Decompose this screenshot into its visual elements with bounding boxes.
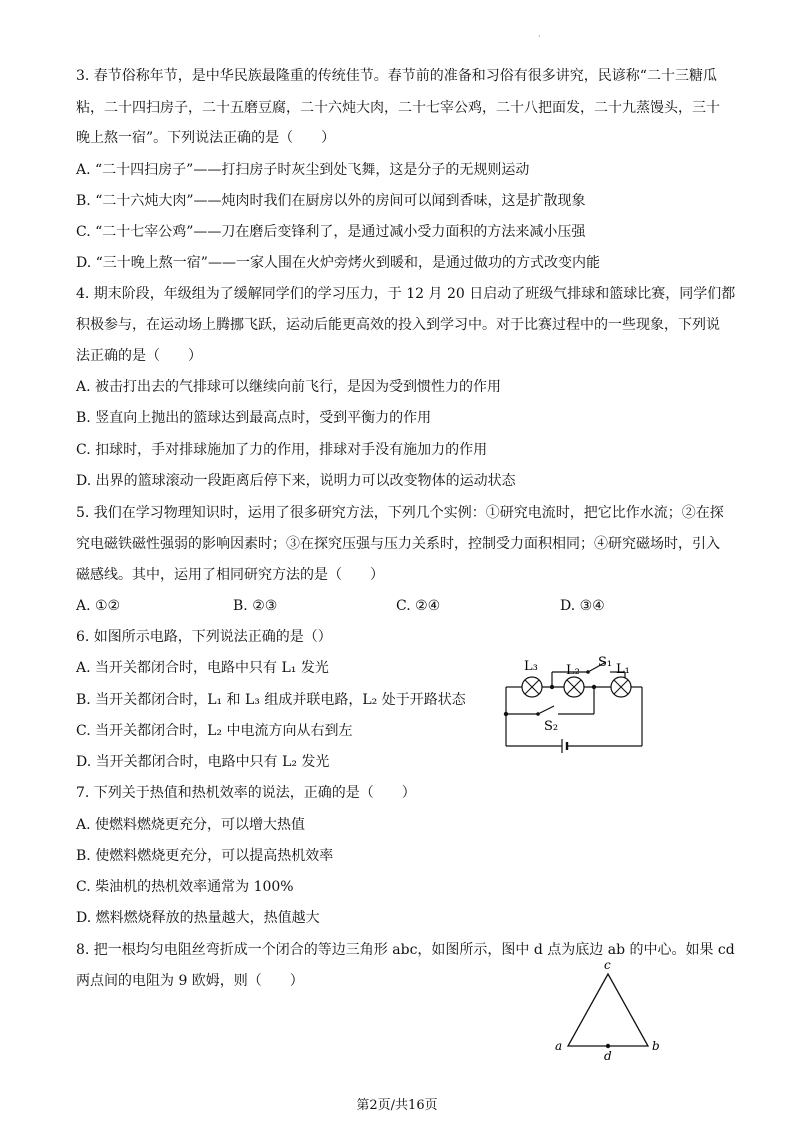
q7-option-a: A. 使燃料燃烧更充分，可以增大热值	[76, 817, 306, 833]
junction-dot	[504, 712, 508, 716]
point-d-dot	[606, 1044, 610, 1048]
q5-option-c: C. ②④	[396, 598, 441, 614]
q6-stem: 6. 如图所示电路，下列说法正确的是（）	[76, 629, 332, 645]
q4-stem-line-3: 法正确的是（ ）	[76, 348, 202, 364]
q3-stem-line-1: 3. 春节俗称年节，是中华民族最隆重的传统佳节。春节前的准备和习俗有很多讲究，民谚称“二十三糖瓜	[76, 68, 717, 84]
label-s2: S₂	[544, 719, 559, 734]
q7-stem: 7. 下列关于热值和热机效率的说法，正确的是（ ）	[76, 785, 416, 801]
triangle-diagram	[548, 958, 668, 1062]
label-d: d	[604, 1049, 612, 1062]
q5-stem-line-1: 5. 我们在学习物理知识时，运用了很多研究方法，下列几个实例：①研究电流时，把它比作水流；②在探	[76, 505, 724, 521]
q7-option-d: D. 燃料燃烧释放的热量越大，热值越大	[76, 910, 320, 926]
q3-option-b: B. “二十六炖大肉”——炖肉时我们在厨房以外的房间可以闻到香味，这是扩散现象	[76, 193, 586, 209]
q8-stem-line-2: 两点间的电阻为 9 欧姆，则（ ）	[76, 973, 304, 989]
q5-stem-line-3: 磁感线。其中，运用了相同研究方法的是（ ）	[76, 567, 384, 583]
q4-option-c: C. 扣球时，手对排球施加了力的作用，排球对手没有施加力的作用	[76, 442, 488, 458]
q6-option-c: C. 当开关都闭合时，L₂ 中电流方向从右到左	[76, 723, 353, 739]
label-l2: L₂	[566, 663, 580, 678]
q3-option-a: A. “二十四扫房子”——打扫房子时灰尘到处飞舞，这是分子的无规则运动	[76, 162, 530, 178]
label-l1: L₁	[616, 662, 630, 677]
label-c: c	[604, 958, 611, 972]
label-s1: S₁	[598, 655, 613, 670]
q7-option-b: B. 使燃料燃烧更充分，可以提高热机效率	[76, 848, 334, 864]
corner-mark: ·	[538, 32, 541, 41]
label-a: a	[555, 1039, 563, 1053]
q4-option-b: B. 竖直向上抛出的篮球达到最高点时，受到平衡力的作用	[76, 410, 432, 426]
q5-option-a: A. ①②	[76, 598, 121, 614]
junction-dot	[550, 685, 554, 689]
q6-option-d: D. 当开关都闭合时，电路中只有 L₂ 发光	[76, 754, 330, 770]
q3-stem-line-3: 晚上熬一宿”。下列说法正确的是（ ）	[76, 130, 336, 146]
junction-dot	[592, 685, 596, 689]
q4-stem-line-2: 积极参与，在运动场上腾挪飞跃，运动后能更高效的投入到学习中。对于比赛过程中的一些现象，下列说	[76, 317, 720, 333]
switch-s1-contact	[586, 670, 590, 674]
q6-option-a: A. 当开关都闭合时，电路中只有 L₁ 发光	[76, 660, 329, 676]
circuit-diagram	[496, 640, 656, 758]
q8-stem-line-1: 8. 把一根均匀电阻丝弯折成一个闭合的等边三角形 abc，如图所示，图中 d 点为底边 ab 的中心。如果 cd	[76, 942, 735, 958]
switch-s2-contact	[536, 712, 540, 716]
q4-option-d: D. 出界的篮球滚动一段距离后停下来，说明力可以改变物体的运动状态	[76, 473, 516, 489]
q3-option-c: C. “二十七宰公鸡”——刀在磨后变锋利了，是通过减小受力面积的方法来减小压强	[76, 224, 586, 240]
label-l3: L₃	[524, 659, 538, 674]
q4-stem-line-1: 4. 期末阶段，年级组为了缓解同学们的学习压力，于 12 月 20 日启动了班级气排球和篮球比赛，同学们都	[76, 286, 736, 302]
page-footer: 第2页/共16页	[356, 1098, 438, 1113]
q5-option-d: D. ③④	[560, 598, 605, 614]
q5-option-b: B. ②③	[233, 598, 278, 614]
q4-option-a: A. 被击打出去的气排球可以继续向前飞行，是因为受到惯性力的作用	[76, 379, 502, 395]
q6-option-b: B. 当开关都闭合时，L₁ 和 L₃ 组成并联电路，L₂ 处于开路状态	[76, 692, 466, 708]
q5-stem-line-2: 究电磁铁磁性强弱的影响因素时；③在探究压强与压力关系时，控制受力面积相同；④研究磁场时，引入	[76, 536, 720, 552]
label-b: b	[652, 1039, 660, 1053]
q3-option-d: D. “三十晚上熬一宿”——一家人围在火炉旁烤火到暖和，是通过做功的方式改变内能	[76, 255, 600, 271]
q7-option-c: C. 柴油机的热机效率通常为 100%	[76, 879, 294, 895]
q3-stem-line-2: 粘，二十四扫房子，二十五磨豆腐，二十六炖大肉，二十七宰公鸡，二十八把面发，二十九蒸馒头，三十	[76, 100, 720, 116]
